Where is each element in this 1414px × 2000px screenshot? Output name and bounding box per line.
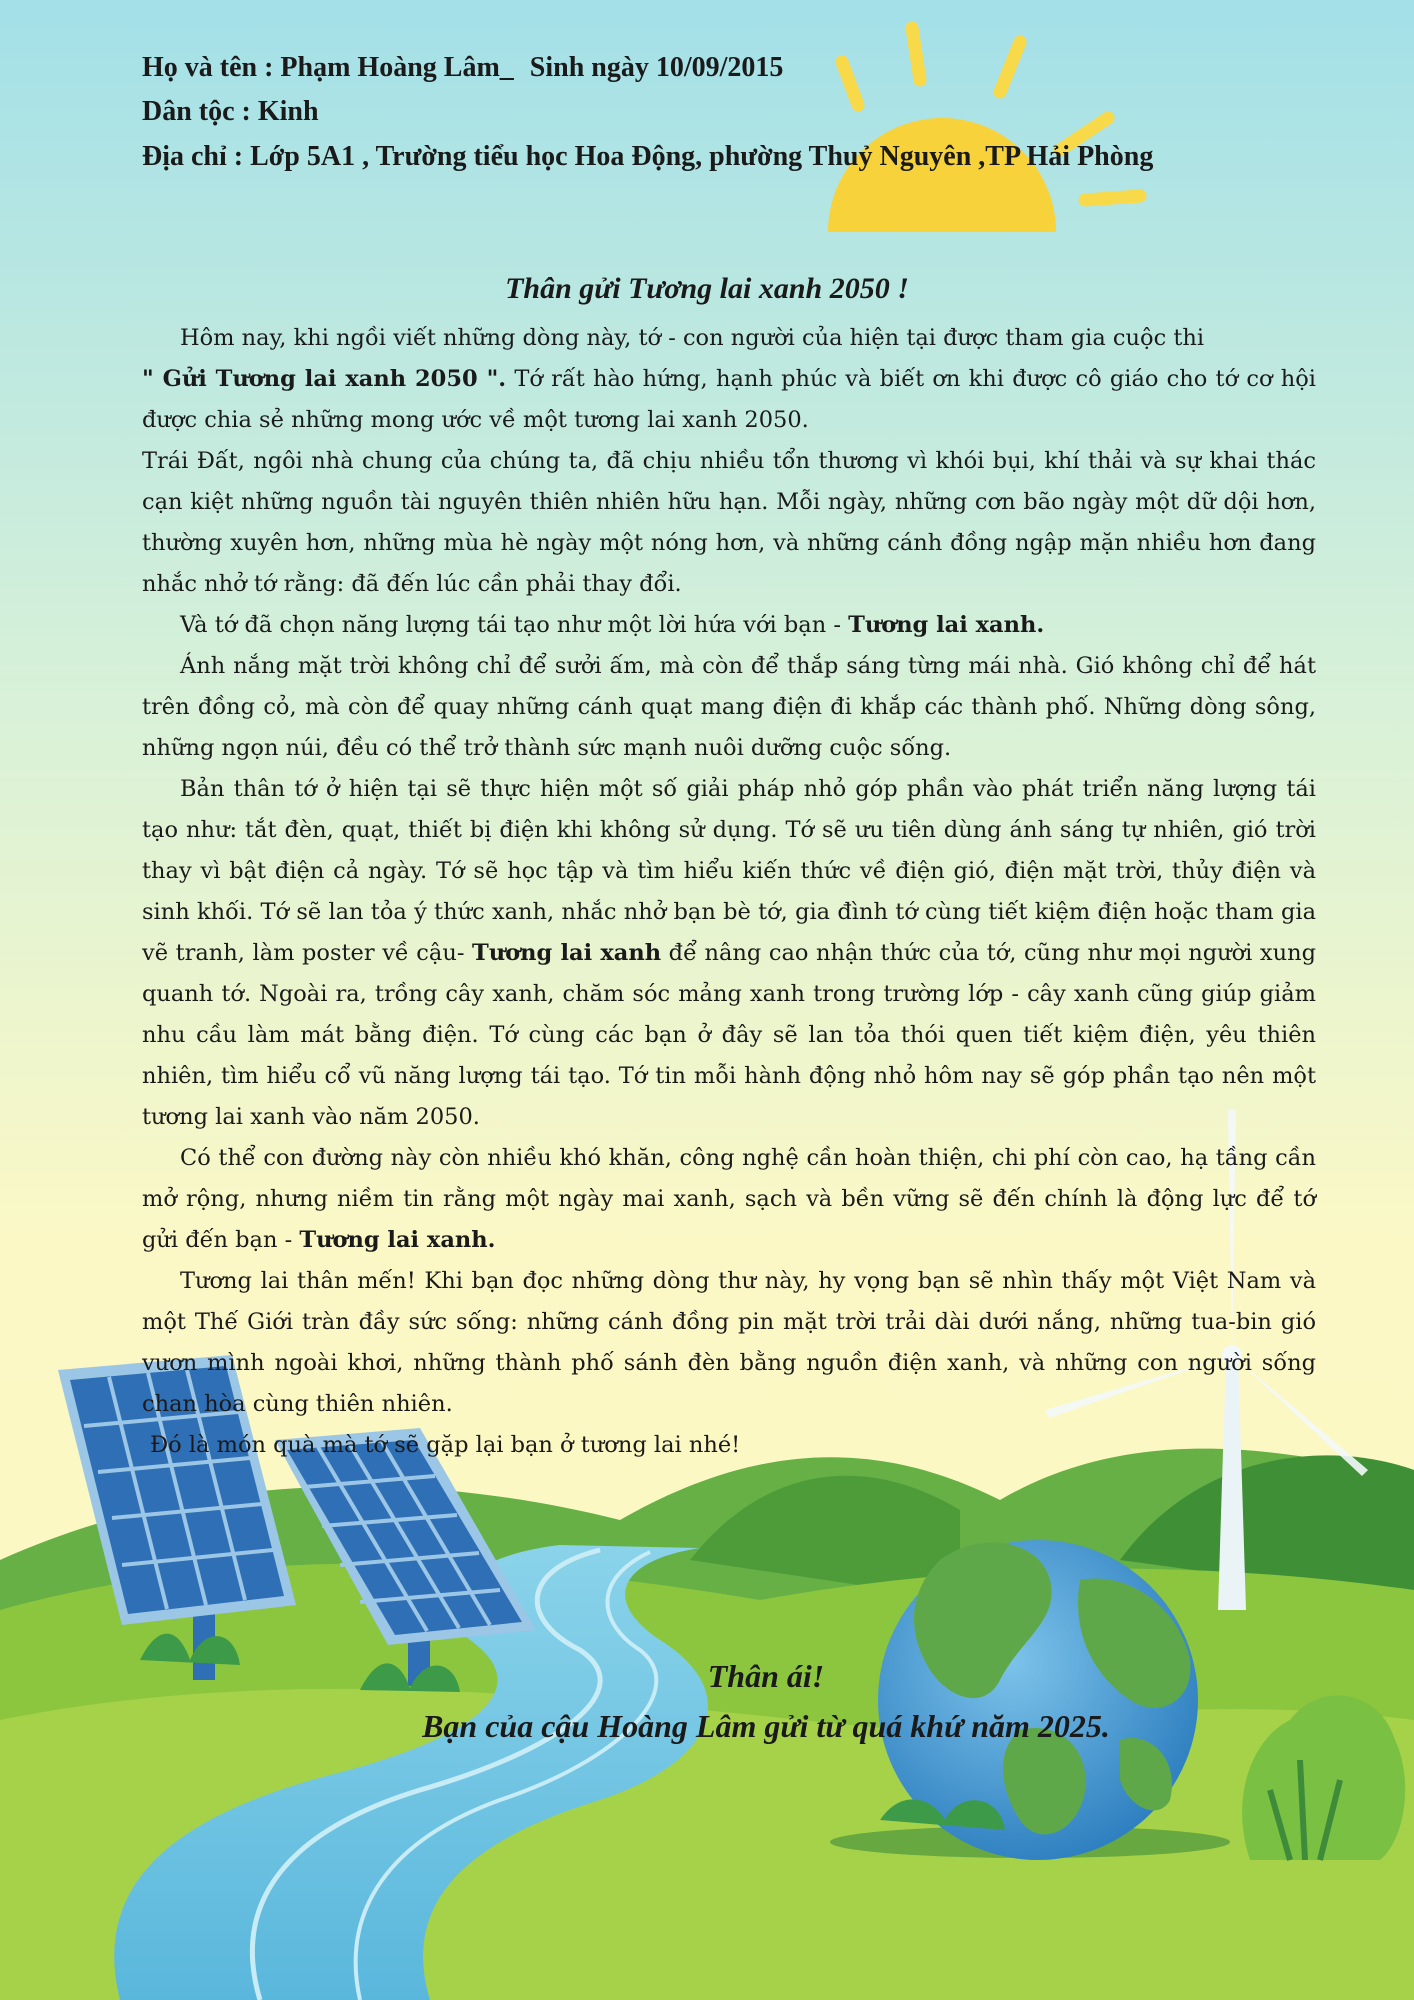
- student-name: Họ và tên : Phạm Hoàng Lâm_: [142, 52, 514, 83]
- paragraph-4: Ánh nắng mặt trời không chỉ để sưởi ấm, mà còn để thắp sáng từng mái nhà. Gió không chỉ để hát trên đồng cỏ, mà còn để quay những cánh quạt mang điện đi khắp các thành phố. Những dòng sông, những ngọn núi, đều có thể trở thành sức mạnh nuôi dưỡng cuộc sống.: [142, 653, 1316, 761]
- paragraph-6-text: Có thể con đường này còn nhiều khó khăn, công nghệ cần hoàn thiện, chi phí còn cao, hạ tầng cần mở rộng, nhưng niềm tin rằng một ngày mai xanh, sạch và bền vững sẽ đến chính là động lực để tớ gửi đến bạn -: [142, 1145, 1316, 1253]
- student-name-line: [142, 52, 783, 84]
- closing-greeting: Thân ái!: [707, 1658, 825, 1694]
- paragraph-5-text-cont: để nâng cao nhận thức của tớ, cũng như mọi người xung quanh tớ. Ngoài ra, trồng cây xanh, chăm sóc mảng xanh trong trường lớp - cây xanh cũng giúp giảm nhu cầu làm mát bằng điện. Tớ cùng các bạn ở đây sẽ lan tỏa thói quen tiết kiệm điện, yêu thiên nhiên, tìm hiểu cổ vũ năng lượng tái tạo. Tớ tin mỗi hành động nhỏ hôm nay sẽ góp phần tạo nên một tương lai xanh vào năm 2050.: [142, 940, 1317, 1130]
- paragraph-7: Tương lai thân mến! Khi bạn đọc những dòng thư này, hy vọng bạn sẽ nhìn thấy một Việt Nam và một Thế Giới tràn đầy sức sống: những cánh đồng pin mặt trời trải dài dưới nắng, những tua-bin gió vươn mình ngoài khơi, những thành phố sánh đèn bằng nguồn điện xanh, và những con người sống chan hòa cùng thiên nhiên.: [142, 1268, 1316, 1417]
- paragraph-1-text-cont: Tớ rất hào hứng, hạnh phúc và biết ơn khi được cô giáo cho tớ cơ hội được chia sẻ những mong ước về một tương lai xanh 2050.: [142, 366, 1317, 433]
- paragraph-3-text: Và tớ đã chọn năng lượng tái tạo như một lời hứa với bạn -: [180, 612, 841, 638]
- paragraph-6-bold: Tương lai xanh.: [299, 1227, 496, 1253]
- paragraph-3: [142, 605, 1316, 646]
- paragraph-6: [142, 1138, 1316, 1261]
- address-line: Địa chỉ : Lớp 5A1 , Trường tiểu học Hoa Động, phường Thuỷ Nguyên ,TP Hải Phòng: [142, 141, 1154, 172]
- paragraph-5: [142, 769, 1316, 1138]
- paragraph-1-text: Hôm nay, khi ngồi viết những dòng này, tớ - con người của hiện tại được tham gia cuộc thi: [180, 325, 1205, 351]
- paragraph-8: Đó là món quà mà tớ sẽ gặp lại bạn ở tương lai nhé!: [150, 1432, 741, 1458]
- paragraph-1: [142, 318, 1316, 441]
- paragraph-2: Trái Đất, ngôi nhà chung của chúng ta, đã chịu nhiều tổn thương vì khói bụi, khí thải và sự khai thác cạn kiệt những nguồn tài nguyên thiên nhiên hữu hạn. Mỗi ngày, những cơn bão ngày một dữ dội hơn, thường xuyên hơn, những mùa hè ngày một nóng hơn, và những cánh đồng ngập mặn nhiều hơn đang nhắc nhở tớ rằng: đã đến lúc cần phải thay đổi.: [142, 448, 1316, 597]
- paragraph-5-text: Bản thân tớ ở hiện tại sẽ thực hiện một số giải pháp nhỏ góp phần vào phát triển năng lượng tái tạo như: tắt đèn, quạt, thiết bị điện khi không sử dụng. Tớ sẽ ưu tiên dùng ánh sáng tự nhiên, gió trời thay vì bật điện cả ngày. Tớ sẽ học tập và tìm hiểu kiến thức về điện gió, điện mặt trời, thủy điện và sinh khối. Tớ sẽ lan tỏa ý thức xanh, nhắc nhở bạn bè tớ, gia đình tớ cùng tiết kiệm điện hoặc tham gia vẽ tranh, làm poster về cậu-: [142, 776, 1316, 966]
- birth-date: Sinh ngày 10/09/2015: [529, 52, 784, 83]
- contest-name: " Gửi Tương lai xanh 2050 ".: [142, 366, 507, 392]
- letter-body: [142, 318, 1316, 1466]
- ethnicity-line: Dân tộc : Kinh: [142, 96, 319, 127]
- paragraph-3-bold: Tương lai xanh.: [848, 612, 1045, 638]
- paragraph-5-bold: Tương lai xanh: [472, 940, 662, 966]
- letter-title: Thân gửi Tương lai xanh 2050 !: [505, 272, 909, 305]
- closing-signature: Bạn của cậu Hoàng Lâm gửi từ quá khứ năm 2025.: [422, 1708, 1110, 1744]
